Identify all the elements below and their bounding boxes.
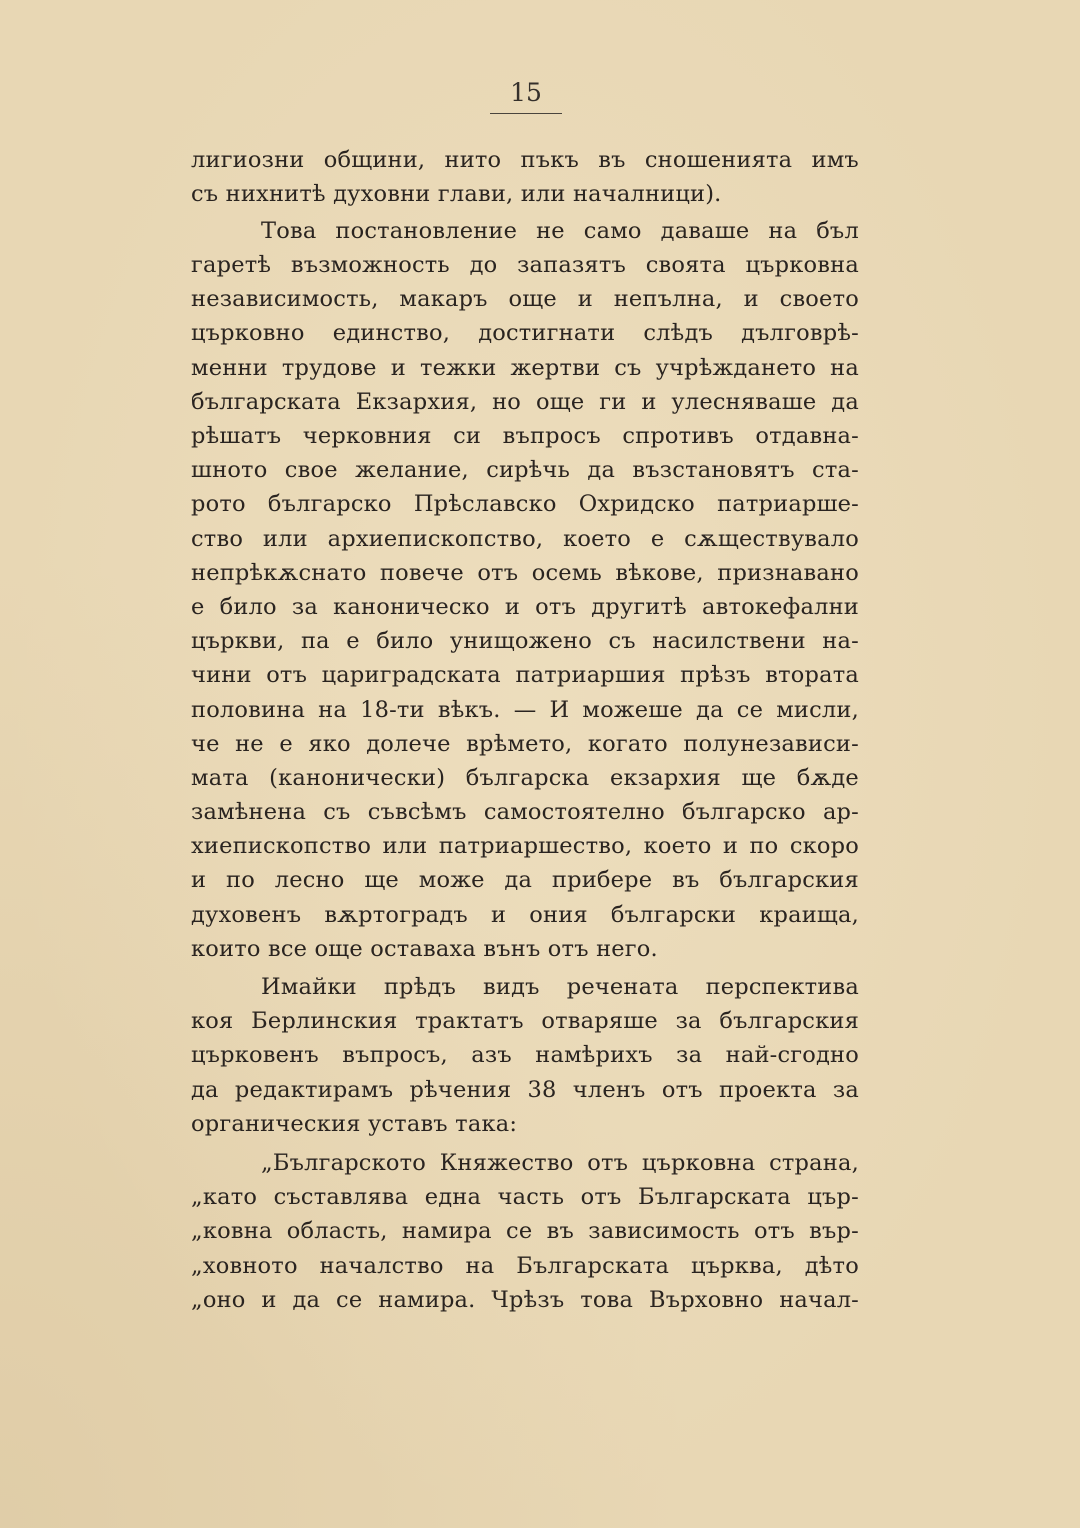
- page-number: 15: [510, 78, 542, 107]
- text-line: менни трудове и тежки жертви съ учрѣждането на: [191, 354, 859, 381]
- text-line: половина на 18-ти вѣкъ. — И можеше да се мисли,: [191, 696, 859, 723]
- text-line: да редактирамъ рѣчения 38 членъ отъ проекта за: [191, 1076, 859, 1103]
- text-line: независимость, макаръ още и непълна, и своето: [191, 286, 859, 313]
- text-line: „ковна область, намира се въ зависимость отъ вър-: [191, 1218, 859, 1245]
- text-line: „оно и да се намира. Чрѣзъ това Върховно начал-: [191, 1286, 859, 1313]
- text-line: „като съставлява една часть отъ Българската цър-: [191, 1184, 859, 1211]
- text-line: които все още оставаха вънъ отъ него.: [191, 935, 658, 962]
- text-line: духовенъ вѫртоградъ и ония български краища,: [191, 901, 859, 928]
- text-line: Това постановление не само даваше на бъл: [261, 217, 859, 244]
- text-line: българската Екзархия, но още ги и улесняваше да: [191, 388, 859, 415]
- text-line: мата (канонически) българска екзархия ще бѫде: [191, 764, 859, 791]
- text-line: църковенъ въпросъ, азъ намѣрихъ за най-сгодно: [191, 1042, 859, 1069]
- text-line: замѣнена съ съвсѣмъ самостоятелно българско ар-: [191, 799, 859, 826]
- text-line: шното свое желание, сирѣчь да възстановятъ ста-: [191, 457, 859, 484]
- body-text: [191, 143, 859, 1317]
- text-line: рото българско Прѣславско Охридско патриарше-: [191, 491, 859, 518]
- text-line: ство или архиепископство, което е сѫществувало: [191, 525, 859, 552]
- text-line: органическия уставъ така:: [191, 1110, 518, 1137]
- text-line: „ховното началство на Българската църква, дѣто: [191, 1252, 859, 1279]
- text-line: коя Берлинския трактатъ отваряше за българския: [191, 1008, 859, 1035]
- text-line: и по лесно ще може да прибере въ българския: [191, 867, 859, 894]
- text-line: непрѣкѫснато повече отъ осемь вѣкове, признавано: [191, 559, 859, 586]
- text-line: е било за каноническо и отъ другитѣ автокефални: [191, 593, 859, 620]
- text-line: съ нихнитѣ духовни глави, или началници).: [191, 181, 722, 208]
- text-line: хиепископство или патриаршество, което и по скоро: [191, 833, 859, 860]
- text-line: чини отъ цариградската патриаршия прѣзъ втората: [191, 662, 859, 689]
- text-line: гаретѣ възможность до запазятъ своята църковна: [191, 252, 859, 279]
- text-line: църковно единство, достигнати слѣдъ дълговрѣ-: [191, 320, 859, 347]
- text-line: „Българското Княжество отъ църковна страна,: [261, 1149, 859, 1176]
- text-line: лигиозни общини, нито пъкъ въ сношенията имъ: [191, 147, 859, 173]
- text-line: че не е яко долече врѣмето, когато полунезависи-: [191, 730, 859, 757]
- text-line: рѣшатъ черковния си въпросъ спротивъ отдавна-: [191, 423, 859, 449]
- page-number-rule: [490, 113, 562, 114]
- text-line: Имайки прѣдъ видъ речената перспектива: [261, 974, 859, 1000]
- text-line: църкви, па е било унищожено съ насилствени на-: [191, 628, 859, 655]
